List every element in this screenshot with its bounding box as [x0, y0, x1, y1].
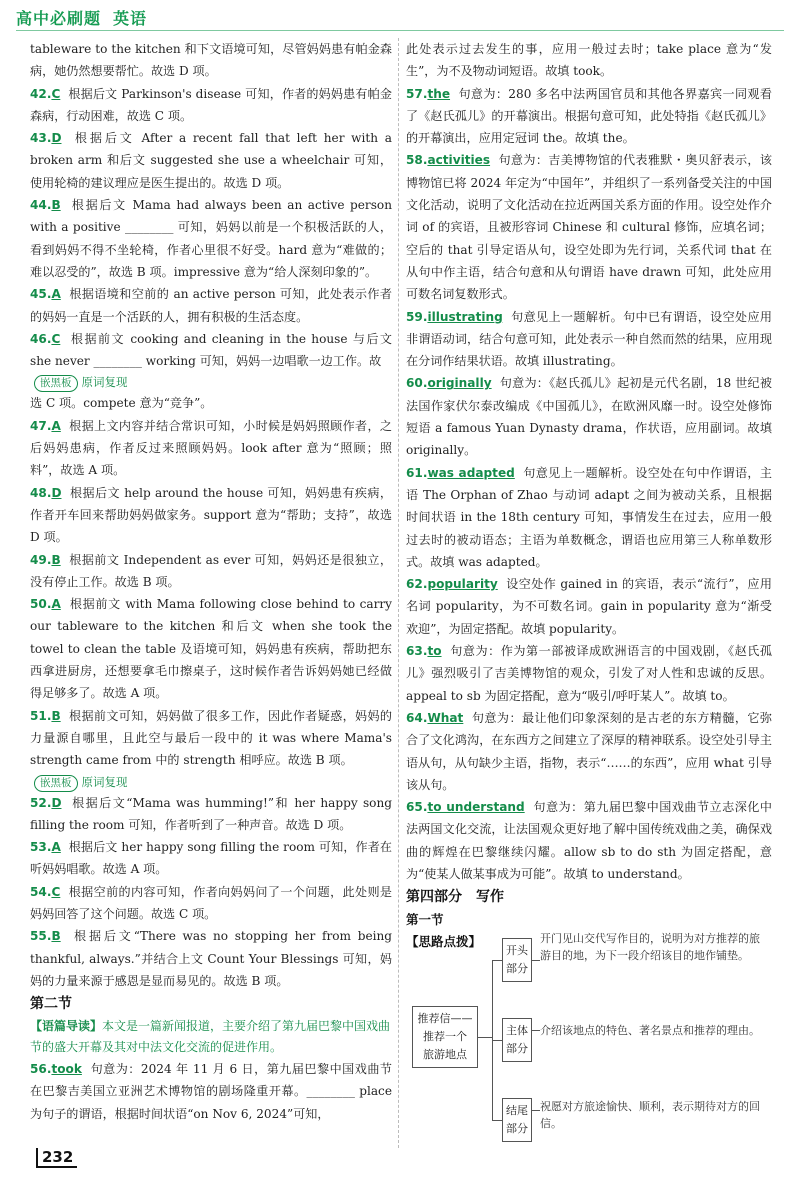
- item-50: 50.A 根据前文 with Mama following close behind to carry our tableware to the kitchen 和后文 when she took the towel to clean the table 及语境可知，妈妈患有疾病，帮助把东西拿进厨房，还想要拿毛巾擦桌子，这时候作者告诉妈妈她已经做得足够多了。故选 A 项。: [30, 597, 392, 701]
- right-intro: 此处表示过去发生的事，应用一般过去时；take place 意为“发生”，为不及物动词短语。故填 took。: [406, 42, 772, 79]
- outline-desc-ending: 祝愿对方旅途愉快、顺利，表示期待对方的回信。: [540, 1100, 760, 1130]
- connector-line: [492, 1040, 502, 1041]
- outline-desc-opening: 开门见山交代写作目的，说明为对方推荐的旅游目的地，为下一段介绍该目的地作铺垫。: [540, 932, 760, 962]
- connector-line: [492, 960, 502, 961]
- note-badge: 嵌黑板: [34, 775, 78, 792]
- item-49: 49.B 根据前文 Independent as ever 可知，妈妈还是很独立，没有停止工作。故选 B 项。: [30, 552, 392, 589]
- item-55: 55.B 根据后文“There was no stopping her from being thankful, always.”并结合上文 Count Your Blessings 可知，妈妈的力量来源于感恩是显而易见的。故选 B 项。: [30, 929, 392, 988]
- outline-desc-body: 介绍该地点的特色、著名景点和推荐的理由。: [540, 1024, 760, 1037]
- item-58: 58.activities 句意为：吉美博物馆的代表雅默・奥贝舒表示，该博物馆已将 2024 年定为“中国年”，并组织了一系列备受关注的中国文化活动，说明了文化活动在拉近两国关系方面的作用。设空处作介词 of 的宾语，且被形容词 Chinese 和 cultural 修饰，应填名词；空后的 that 引导定语从句，设空处即为先行词，关系代词 that 在从句中作主语，结合句意和从句谓语 have drawn 可知，此处应用可数名词复数形式。: [406, 153, 772, 302]
- right-column: [406, 38, 772, 953]
- item-60: 60.originally 句意为：《赵氏孤儿》起初是元代名剧，18 世纪被法国作家伏尔泰改编成《中国孤儿》，在欧洲风靡一时。设空处修饰短语 a famous Yuan Dynasty drama，作状语，应用副词。故填 originally。: [406, 376, 772, 458]
- connector-line: [532, 960, 540, 961]
- reading-guide: 【语篇导读】本文是一篇新闻报道，主要介绍了第九届巴黎中国戏曲节的盛大开幕及其对中法文化交流的促进作用。: [30, 1019, 391, 1055]
- item-51: 51.B 根据前文可知，妈妈做了很多工作，因此作者疑惑，妈妈的力量源自哪里，且此空与最后一段中的 it was where Mama's strength came from 中的 strength 相呼应。故选 B 项。: [30, 708, 392, 768]
- writing-outline-diagram: [408, 930, 768, 1160]
- section-2-title: 第二节: [30, 996, 72, 1013]
- item-53: 53.A 根据后文 her happy song filling the room 可知，作者在听妈妈唱歌。故选 A 项。: [30, 840, 392, 877]
- page-number: 232: [36, 1148, 77, 1168]
- subject-label: 英语: [113, 9, 148, 28]
- item-46: 46.C 根据前文 cooking and cleaning in the house 与后文 she never ________ working 可知，妈妈一边唱歌一边工作。故: [30, 331, 392, 369]
- item-52: 52.D 根据后文“Mama was humming!”和 her happy song filling the room 可知，作者听到了一种声音。故选 D 项。: [30, 795, 392, 832]
- item-57: 57.the 句意为：280 多名中法两国官员和其他各界嘉宾一同观看了《赵氏孤儿》的开幕演出。根据句意可知，此处特指《赵氏孤儿》的开幕演出，应用定冠词 the。故填 the。: [406, 86, 772, 146]
- item-56: 56.took 句意为：2024 年 11 月 6 日，第九届巴黎中国戏曲节在巴黎吉美国立亚洲艺术博物馆的剧场隆重开幕。________ place 为句子的谓语，根据时间状语“on Nov 6, 2024”可知，: [30, 1062, 392, 1121]
- thinking-guide-label: 【思路点拨】: [406, 934, 482, 950]
- part-4-subtitle: 第一节: [406, 912, 444, 928]
- note-badge: 嵌黑板: [34, 375, 78, 392]
- item-47: 47.A 根据上文内容并结合常识可知，小时候是妈妈照顾作者，之后妈妈患病，作者反过来照顾妈妈。look after 意为“照顾；照料”，故选 A 项。: [30, 418, 392, 478]
- item-43: 43.D 根据后文 After a recent fall that left her with a broken arm 和后文 suggested she use a wheelchair 可知，使用轮椅的建议理应是医生提出的。故选 D 项。: [30, 131, 392, 190]
- item-64: 64.What 句意为：最让他们印象深刻的是古老的东方精髓，它弥合了文化鸿沟，在东西方之间建立了深厚的精神联系。设空处引导主语从句，从句缺少主语，指物，表示“……的东西”，应用 what 引导该从句。: [406, 710, 772, 792]
- item-63: 63.to 句意为：作为第一部被译成欧洲语言的中国戏剧，《赵氏孤儿》强烈吸引了吉美博物馆的观众，引发了对人性和忠诚的反思。appeal to sb 为固定搭配，意为“吸引/呼吁某人”。故填 to。: [406, 644, 772, 703]
- book-title: 高中必刷题: [16, 9, 102, 28]
- column-divider: [398, 38, 399, 1148]
- connector-line: [492, 1120, 502, 1121]
- item-62: 62.popularity 设空处作 gained in 的宾语，表示“流行”，应用名词 popularity，为不可数名词。gain in popularity 意为“渐受欢迎”，为固定搭配。故填 popularity。: [406, 577, 772, 636]
- blackboard-note-2: 嵌黑板 原词复现: [30, 772, 392, 792]
- blackboard-note-1: 嵌黑板 原词复现: [30, 372, 392, 392]
- item-46-cont: 选 C 项。compete 意为“竞争”。: [30, 396, 213, 411]
- item-54: 54.C 根据空前的内容可知，作者向妈妈问了一个问题，此处则是妈妈回答了这个问题。故选 C 项。: [30, 884, 392, 921]
- header-divider: [16, 30, 784, 31]
- item-61: 61.was adapted 句意见上一题解析。设空处在句中作谓语，主语 The Orphan of Zhao 与动词 adapt 之间为被动关系，且根据时间状语 in the 18th century 可知，事情发生在过去，应用一般过去时的被动语态；主语为单数概念，谓语也应用第三人称单数形式。故填 was adapted。: [406, 465, 772, 569]
- item-44: 44.B 根据后文 Mama had always been an active person with a positive ________ 可知，妈妈以前是一个积极活跃的人，看到妈妈不得不坐轮椅，作者心里很不好受。hard 意为“难做的；难以忍受的”，故选 B 项。impressive 意为“给人深刻印象的”。: [30, 198, 392, 279]
- connector-line: [532, 1030, 540, 1031]
- item-45: 45.A 根据语境和空前的 an active person 可知，此处表示作者的妈妈一直是一个活跃的人，拥有积极的生活态度。: [30, 287, 392, 324]
- page-header: [16, 6, 147, 29]
- left-intro: tableware to the kitchen 和下文语境可知，尽管妈妈患有帕金森病，她仍然想要帮忙。故选 D 项。: [30, 42, 392, 79]
- item-65: 65.to understand 句意为：第九届巴黎中国戏曲节立志深化中法两国文化交流，让法国观众更好地了解中国传统戏曲之美，确保戏曲的辉煌在巴黎继续闪耀。allow sb to do sth 为固定搭配，意为“使某人做某事成为可能”。故填 to understand。: [406, 800, 772, 881]
- item-48: 48.D 根据后文 help around the house 可知，妈妈患有疾病，作者开车回来帮助妈妈做家务。support 意为“帮助；支持”，故选 D 项。: [30, 485, 392, 545]
- left-column: [30, 38, 392, 1125]
- connector-line: [478, 1037, 492, 1038]
- connector-line: [532, 1110, 540, 1111]
- outline-branch-ending: 结尾 部分: [502, 1098, 532, 1142]
- part-4-title: 第四部分 写作: [406, 889, 504, 906]
- outline-branch-body: 主体 部分: [502, 1018, 532, 1062]
- outline-branch-opening: 开头 部分: [502, 938, 532, 982]
- item-59: 59.illustrating 句意见上一题解析。句中已有谓语，设空处应用非谓语动词，结合句意可知，此处表示一种自然而然的结果，应用现在分词作结果状语。故填 illustrating。: [406, 309, 772, 369]
- outline-root-box: 推荐信—— 推荐一个 旅游地点: [412, 1006, 478, 1068]
- item-42: 42.C 根据后文 Parkinson's disease 可知，作者的妈妈患有帕金森病，行动困难，故选 C 项。: [30, 86, 392, 123]
